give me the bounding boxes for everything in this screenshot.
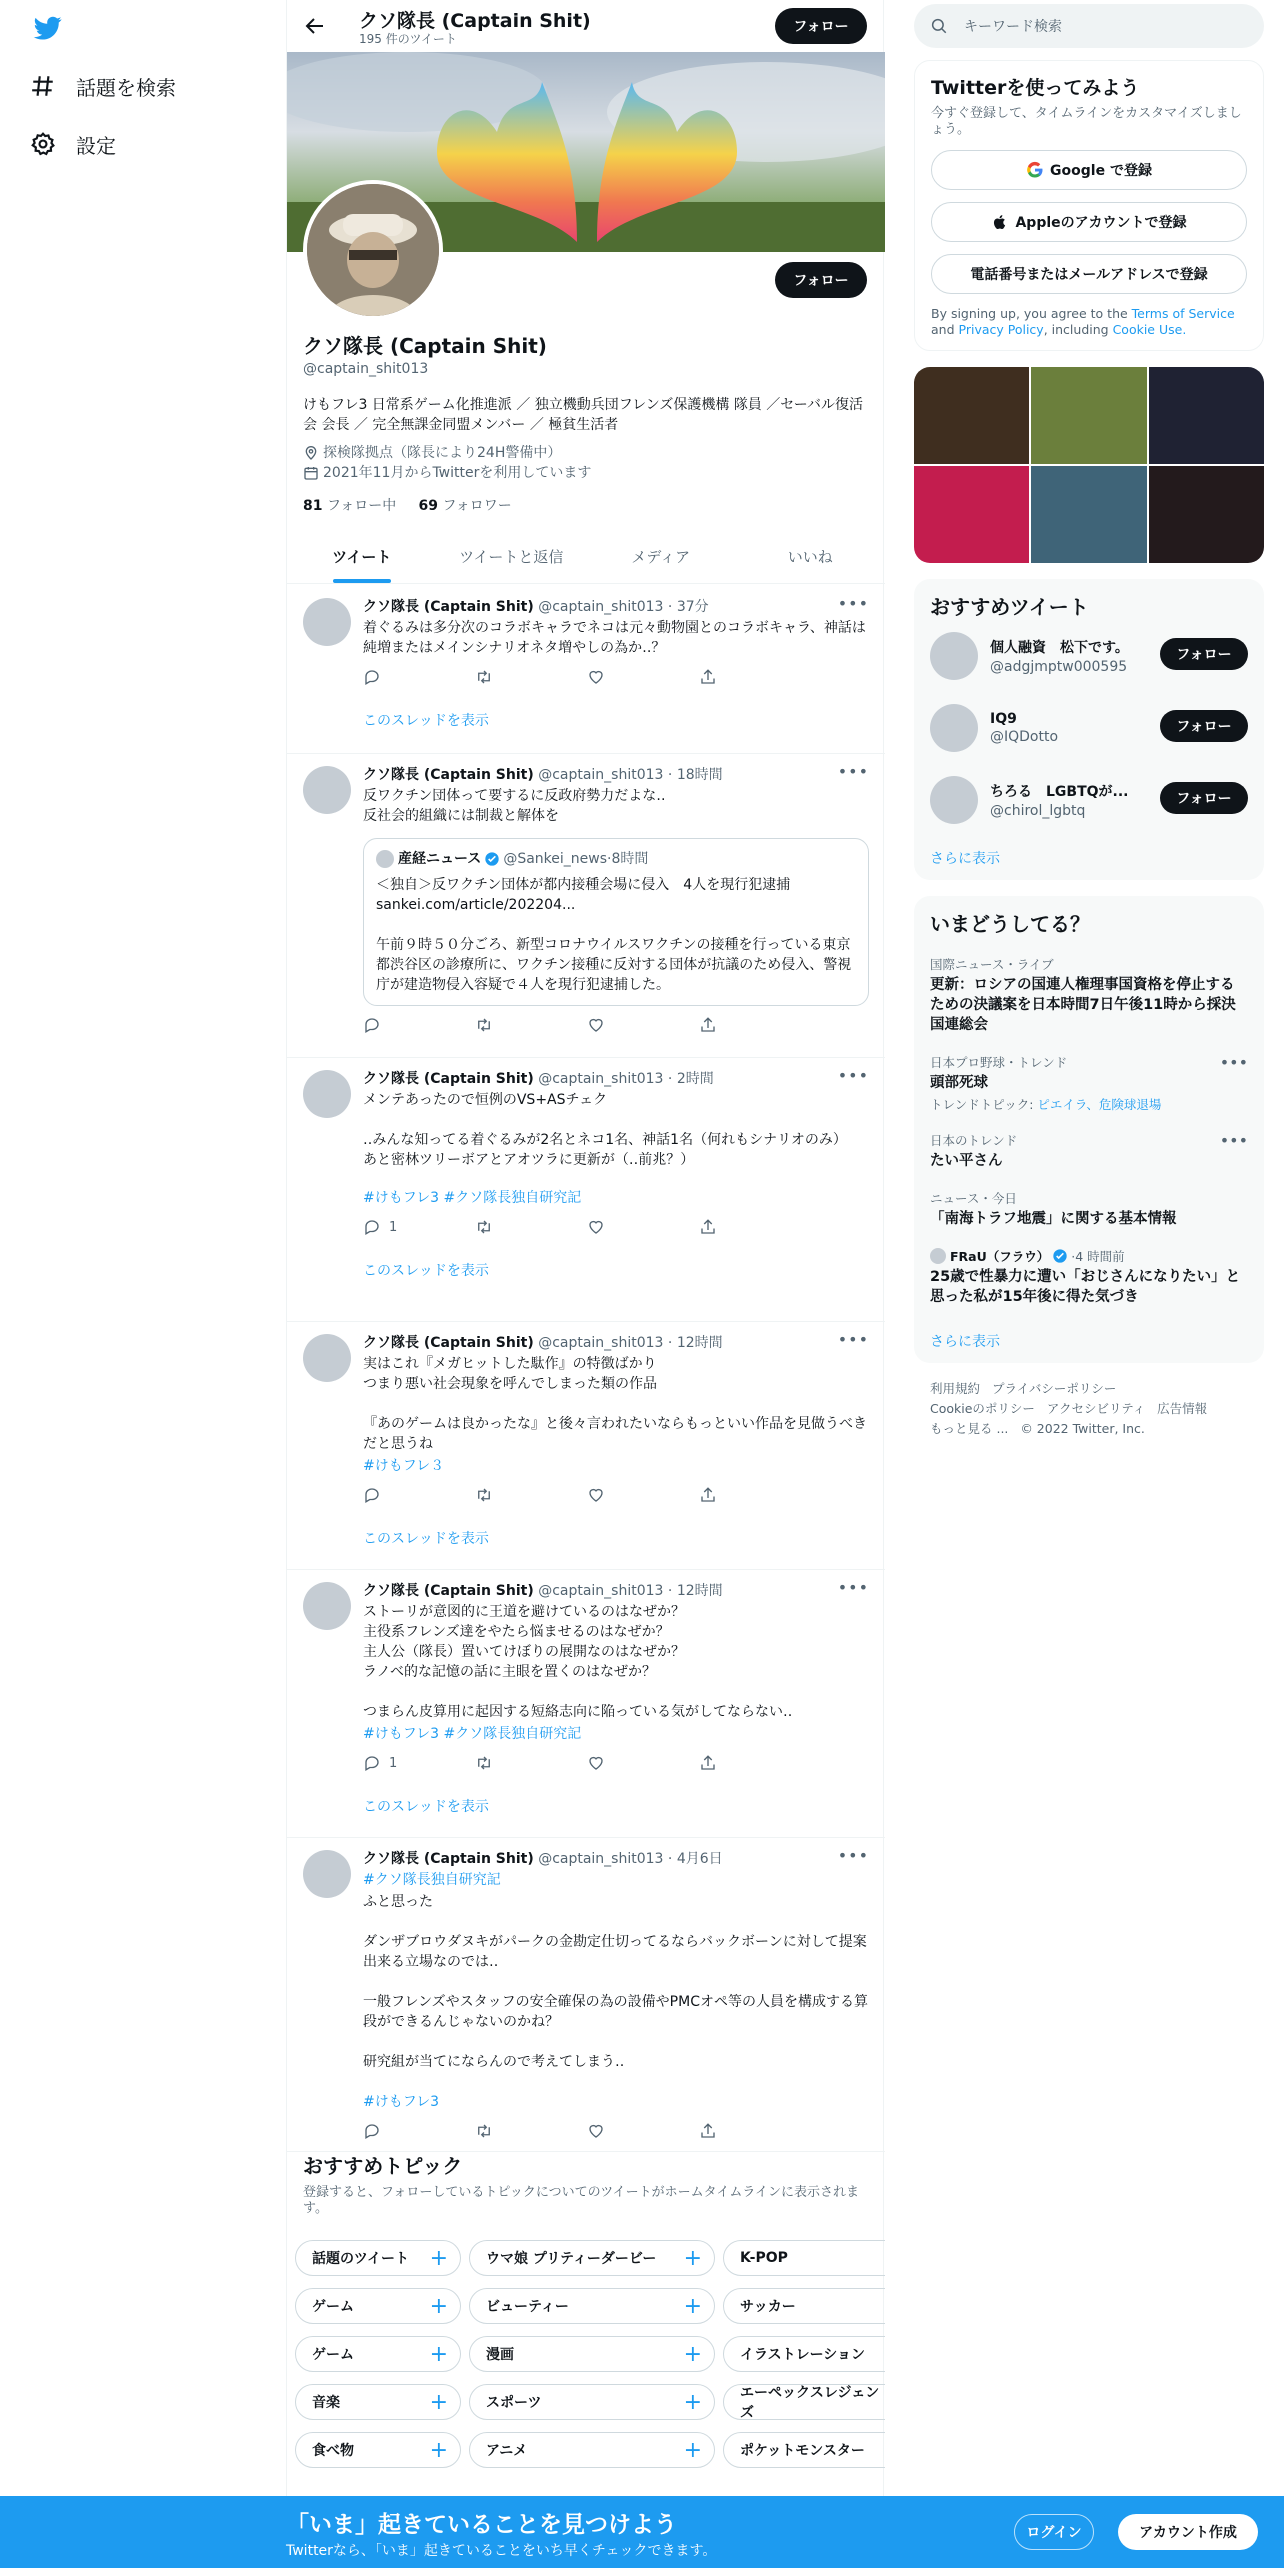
topic-label: K-POP: [740, 2250, 788, 2266]
heart-icon: [587, 1486, 605, 1504]
topic-label: スポーツ: [486, 2395, 542, 2411]
trend-subtopic-label: トレンドトピック:: [930, 1097, 1038, 1112]
topic-label: 漫画: [486, 2347, 514, 2363]
topic-label: サッカー: [740, 2299, 796, 2315]
plus-icon: +: [683, 2245, 702, 2271]
who-item[interactable]: [930, 764, 1248, 836]
topic-chip[interactable]: [295, 2240, 461, 2276]
topic-label: 話題のツイート: [312, 2251, 410, 2267]
tweet-header: クソ隊長 (Captain Shit) @captain_shit013 · 37分: [363, 599, 709, 615]
hashtag-icon: [30, 73, 56, 99]
who-handle: @adgjmptw000595: [990, 659, 1128, 675]
trend-context: 日本プロ野球・トレンド: [930, 1055, 1068, 1070]
trend-source: FRaU（フラウ） · 4 時間前: [930, 1247, 1248, 1265]
who-follow-button[interactable]: フォロー: [1160, 638, 1248, 670]
tweet-hashtags[interactable]: #けもフレ３: [363, 1458, 445, 1474]
heart-icon: [587, 1016, 605, 1034]
tweet-author[interactable]: クソ隊長 (Captain Shit): [363, 1335, 534, 1351]
topic-label: ポケットモンスター: [740, 2443, 865, 2459]
topic-chip[interactable]: [295, 2432, 461, 2468]
footer-ads-link[interactable]: 広告情報: [1157, 1401, 1208, 1416]
topic-label: ゲーム: [312, 2299, 354, 2315]
topic-chip[interactable]: [723, 2336, 885, 2372]
tweet-handle: @captain_shit013: [538, 767, 664, 783]
tab-tweets-replies[interactable]: ツイートと返信: [459, 548, 564, 566]
tweet-time[interactable]: 18時間: [676, 767, 723, 783]
share-button[interactable]: [699, 1754, 789, 1772]
retweet-icon: [475, 2122, 493, 2140]
trends-box: [914, 896, 1264, 1363]
show-thread-link[interactable]: このスレッドを表示: [363, 713, 489, 729]
quote-handle: @Sankei_news: [503, 851, 607, 867]
profile-joined: 2021年11月からTwitterを利用しています: [323, 465, 592, 481]
topic-label: ビューティー: [486, 2299, 569, 2315]
share-icon: [699, 2122, 717, 2140]
location-icon: [303, 445, 319, 461]
tweet-actions: [363, 1486, 789, 1504]
retweet-button[interactable]: [475, 1218, 565, 1236]
topic-chip[interactable]: [469, 2240, 715, 2276]
retweet-button[interactable]: [475, 1486, 565, 1504]
tweet-avatar[interactable]: [303, 1850, 351, 1898]
plus-icon: +: [683, 2341, 702, 2367]
reply-button[interactable]: [363, 668, 453, 686]
retweet-button[interactable]: [475, 2122, 565, 2140]
who-name: IQ9: [990, 711, 1017, 727]
topics-section: [287, 2150, 885, 2217]
tweet-author[interactable]: クソ隊長 (Captain Shit): [363, 1851, 534, 1867]
avatar[interactable]: [930, 632, 978, 680]
tab-likes[interactable]: いいね: [787, 548, 833, 566]
topic-chip[interactable]: [295, 2384, 461, 2420]
footer-privacy-link[interactable]: プライバシーポリシー: [991, 1381, 1117, 1396]
tweet-author[interactable]: クソ隊長 (Captain Shit): [363, 1583, 534, 1599]
footer-copyright: © 2022 Twitter, Inc.: [1020, 1421, 1145, 1436]
topic-chip[interactable]: [469, 2336, 715, 2372]
trend-time: 4 時間前: [1075, 1249, 1125, 1264]
plus-icon: +: [683, 2293, 702, 2319]
tweet-hashtags[interactable]: #けもフレ3: [363, 2094, 440, 2110]
tweet-header: クソ隊長 (Captain Shit) @captain_shit013 · 12時間: [363, 1335, 723, 1351]
topic-label: 食べ物: [312, 2443, 354, 2459]
topic-label: エーペックスレジェンズ: [740, 2385, 880, 2421]
plus-icon: +: [429, 2341, 448, 2367]
quote-time: 8時間: [611, 851, 649, 867]
topic-label: アニメ: [486, 2443, 528, 2459]
trend-item[interactable]: [930, 1131, 1248, 1171]
like-button[interactable]: [587, 2122, 677, 2140]
retweet-icon: [475, 668, 493, 686]
avatar[interactable]: [930, 704, 978, 752]
topics-subtitle: 登録すると、フォローしているトピックについてのツイートがホームタイムラインに表示されます。: [303, 2185, 860, 2216]
back-arrow-icon[interactable]: [303, 14, 327, 38]
share-button[interactable]: [699, 1486, 789, 1504]
trend-subtopic: [930, 1095, 1248, 1113]
share-button[interactable]: [699, 668, 789, 686]
terms-of-service-link[interactable]: Terms of Service: [1131, 306, 1235, 321]
media-thumbnail[interactable]: [1031, 466, 1146, 563]
tweet-text: 反ワクチン団体って要するに反政府勢力だよな‥ 反社会的組織には制裁と解体を: [363, 788, 666, 824]
tweet-header: クソ隊長 (Captain Shit) @captain_shit013 · 12時間: [363, 1583, 723, 1599]
topic-row: [295, 2336, 885, 2380]
tweet-avatar[interactable]: [303, 1582, 351, 1630]
trend-context: 日本のトレンド: [930, 1133, 1018, 1148]
who-handle: @chirol_lgbtq: [990, 803, 1086, 819]
reply-button[interactable]: [363, 1486, 453, 1504]
media-thumbnail[interactable]: [914, 367, 1029, 464]
bottom-signup-bar: [0, 2496, 1284, 2568]
terms-and: and: [931, 322, 955, 337]
heart-icon: [587, 1754, 605, 1772]
heart-icon: [587, 1218, 605, 1236]
cookie-use-link[interactable]: Cookie Use.: [1112, 322, 1187, 337]
trend-context: 国際ニュース・ライブ: [930, 957, 1054, 972]
tweet-hashtags[interactable]: #けもフレ3 #クソ隊長独自研究記: [363, 1190, 582, 1206]
plus-icon: +: [429, 2389, 448, 2415]
search-icon: [930, 17, 948, 35]
like-button[interactable]: [587, 1754, 677, 1772]
login-button[interactable]: ログイン: [1014, 2514, 1094, 2550]
tweet-header: クソ隊長 (Captain Shit) @captain_shit013 · 2時間: [363, 1071, 714, 1087]
tweet-avatar[interactable]: [303, 1334, 351, 1382]
plus-icon: +: [429, 2437, 448, 2463]
tweet[interactable]: [287, 1322, 885, 1570]
reply-icon: [363, 1754, 381, 1772]
profile-name: クソ隊長 (Captain Shit): [303, 334, 547, 358]
quote-header: 産経ニュース @Sankei_news · 8時間: [376, 849, 856, 869]
media-thumbnail[interactable]: [1149, 466, 1264, 563]
topic-chip[interactable]: [723, 2288, 885, 2324]
retweet-button[interactable]: [475, 668, 565, 686]
reply-button[interactable]: [363, 2122, 453, 2140]
footer-links: [914, 1379, 1264, 1439]
footer-more-link[interactable]: もっと見る ...: [930, 1421, 1009, 1436]
more-icon[interactable]: •••: [837, 594, 869, 613]
retweet-button[interactable]: [475, 1016, 565, 1034]
reply-icon: [363, 1486, 381, 1504]
plus-icon: +: [429, 2245, 448, 2271]
topic-chip[interactable]: [469, 2288, 715, 2324]
trend-source-name: FRaU（フラウ）: [950, 1249, 1050, 1264]
tweet-time[interactable]: 4月6日: [676, 1851, 723, 1867]
like-button[interactable]: [587, 668, 677, 686]
followers-link[interactable]: [419, 498, 512, 514]
nav-settings-label: 設定: [76, 133, 116, 158]
trend-item[interactable]: [930, 1189, 1248, 1229]
tweet-avatar[interactable]: [303, 766, 351, 814]
trends-title: いまどうしてる？: [930, 912, 1090, 936]
who-to-follow-title: おすすめツイート: [930, 595, 1089, 619]
signup-title: Twitterを使ってみよう: [931, 77, 1140, 99]
google-icon: [1026, 161, 1044, 179]
footer-accessibility-link[interactable]: アクセシビリティ: [1046, 1401, 1146, 1416]
avatar-image: [307, 184, 439, 316]
tweet-text: ストーリが意図的に王道を避けているのはなぜか？ 主役系フレンズ達をやたら悩ませるのはなぜか？ 主人公（隊長）置いてけぼりの展開なのはなぜか？ ラノベ的な記憶の話に主眼を置くのはなぜか？ つまらん皮算用に起因する短絡志向に陥っている気がしてならない‥: [363, 1604, 793, 1720]
topbar-tweet-count: 195 件のツイート: [359, 32, 457, 46]
topic-row: [295, 2384, 885, 2428]
share-button[interactable]: [699, 2122, 789, 2140]
tweet-text: メンテあったので恒例のVS+ASチェク ‥みんな知ってる着ぐるみが2名とネコ1名、神話1名（何れもシナリオのみ） あと密林ツリーボアとアオツラに更新が（‥前兆？）: [363, 1092, 847, 1168]
reply-button[interactable]: [363, 1218, 453, 1236]
following-label: フォロー中: [326, 498, 397, 514]
topic-chip[interactable]: [469, 2432, 715, 2468]
who-item[interactable]: [930, 620, 1248, 692]
who-handle: @IQDotto: [990, 729, 1059, 745]
more-icon[interactable]: •••: [1219, 1131, 1248, 1150]
tweet-actions: [363, 668, 789, 686]
topic-label: 音楽: [312, 2395, 340, 2411]
profile-tabs: [287, 530, 885, 584]
tweet-text: 実はこれ『メガヒットした駄作』の特徴ばかり つまり悪い社会現象を呼んでしまった類の作品 『あのゲームは良かったな』と後々言われたいならもっといい作品を見做うべきだと思うね: [363, 1356, 867, 1452]
who-item[interactable]: [930, 692, 1248, 764]
google-signup-label: Google で登録: [1050, 163, 1152, 179]
tweet-actions: [363, 2122, 789, 2140]
profile-handle: @captain_shit013: [303, 361, 429, 377]
topbar-follow-button[interactable]: フォロー: [775, 8, 867, 44]
signup-button[interactable]: アカウント作成: [1118, 2514, 1258, 2550]
followers-label: フォロワー: [442, 498, 512, 514]
topic-chip[interactable]: [295, 2288, 461, 2324]
share-button[interactable]: [699, 1016, 789, 1034]
tweet-header: クソ隊長 (Captain Shit) @captain_shit013 · 18時間: [363, 767, 723, 783]
tweet[interactable]: [287, 754, 885, 1058]
tweet-text: 着ぐるみは多分次のコラボキャラでネコは元々動物園とのコラボキャラ、神話は純増またはメインシナリオネタ増やしの為か‥？: [363, 620, 866, 656]
who-follow-button[interactable]: フォロー: [1160, 710, 1248, 742]
signup-terms: [931, 306, 1247, 338]
privacy-policy-link[interactable]: Privacy Policy: [958, 322, 1044, 337]
tweet-author[interactable]: クソ隊長 (Captain Shit): [363, 1071, 534, 1087]
signup-subtitle: 今すぐ登録して、タイムラインをカスタマイズしましょう。: [931, 106, 1242, 137]
trend-item[interactable]: [930, 955, 1248, 1035]
retweet-icon: [475, 1486, 493, 1504]
share-icon: [699, 1754, 717, 1772]
more-icon[interactable]: •••: [837, 1066, 869, 1085]
quote-tweet[interactable]: [363, 838, 869, 1006]
tab-media[interactable]: メディア: [631, 548, 691, 566]
search-placeholder: キーワード検索: [964, 19, 1062, 35]
heart-icon: [587, 668, 605, 686]
media-thumbnail[interactable]: [1031, 367, 1146, 464]
apple-icon: [991, 213, 1009, 231]
tweet-actions: [363, 1016, 789, 1034]
profile-meta: [303, 443, 869, 483]
profile-avatar[interactable]: [303, 180, 443, 320]
gear-icon: [30, 131, 56, 157]
topic-label: ゲーム: [312, 2347, 354, 2363]
who-follow-button[interactable]: フォロー: [1160, 782, 1248, 814]
avatar[interactable]: [930, 776, 978, 824]
topic-chip[interactable]: [295, 2336, 461, 2372]
tweet-time[interactable]: 37分: [676, 599, 709, 615]
tab-tweets[interactable]: ツイート: [287, 530, 437, 583]
tweet-time[interactable]: 12時間: [676, 1583, 723, 1599]
trend-subtopic-links[interactable]: ピエイラ、危険球退場: [1037, 1097, 1162, 1112]
more-icon[interactable]: •••: [1219, 1053, 1248, 1072]
followers-count: 69: [418, 498, 438, 514]
signup-box: [914, 60, 1264, 351]
reply-icon: [363, 668, 381, 686]
trend-title: 「南海トラフ地震」に関する基本情報: [930, 1211, 1177, 1227]
topic-label: ウマ娘 プリティーダービー: [486, 2251, 657, 2267]
reply-icon: [363, 1016, 381, 1034]
tweet-handle: @captain_shit013: [538, 1335, 664, 1351]
footer-cookie-link[interactable]: Cookieのポリシー: [930, 1401, 1035, 1416]
like-button[interactable]: [587, 1016, 677, 1034]
bottom-bar-subtitle: Twitterなら、「いま」起きていることをいち早くチェックできます。: [286, 2543, 717, 2559]
quote-text: ＜独自＞反ワクチン団体が都内接種会場に侵入 4人を現行犯逮捕 sankei.com/article/202204... 午前９時５０分ごろ、新型コロナウイルスワクチンの接種を行っている東京都渋谷区の診療所に、ワクチン接種に反対する団体が抗議のため侵入、警視庁が建造物侵入容疑で４人を現行犯逮捕した。: [376, 877, 852, 993]
like-button[interactable]: [587, 1486, 677, 1504]
tweet-avatar[interactable]: [303, 1070, 351, 1118]
tweet[interactable]: [287, 1058, 885, 1322]
topic-label: イラストレーション: [740, 2347, 866, 2363]
tweet[interactable]: [287, 1838, 885, 2152]
topic-chip[interactable]: [723, 2384, 885, 2420]
verified-badge-icon: [484, 851, 500, 867]
plus-icon: +: [683, 2389, 702, 2415]
trend-title: 25歳で性暴力に遭い「おじさんになりたい」と思った私が15年後に得た気づき: [930, 1269, 1241, 1305]
trends-show-more-link[interactable]: さらに表示: [930, 1334, 1000, 1350]
show-thread-link[interactable]: このスレッドを表示: [363, 1531, 489, 1547]
more-icon[interactable]: •••: [837, 1578, 869, 1597]
tweet-avatar[interactable]: [303, 598, 351, 646]
reply-count: 1: [389, 1219, 398, 1235]
who-name: ちろる LGBTQが...: [990, 784, 1129, 800]
bottom-bar-title: 「いま」起きていることを見つけよう: [286, 2512, 677, 2538]
trend-item[interactable]: [930, 1053, 1248, 1113]
tweet[interactable]: [287, 586, 885, 754]
trend-title: 更新：ロシアの国連人権理事国資格を停止するための決議案を日本時間7日午後11時から採決 国連総会: [930, 977, 1236, 1033]
share-icon: [699, 1016, 717, 1034]
reply-count: 1: [389, 1755, 398, 1771]
nav-settings[interactable]: [30, 124, 116, 164]
retweet-button[interactable]: [475, 1754, 565, 1772]
retweet-icon: [475, 1016, 493, 1034]
left-nav: [0, 0, 286, 2568]
share-icon: [699, 668, 717, 686]
nav-explore[interactable]: [30, 66, 176, 106]
profile-location: 探検隊拠点（隊長により24H警備中）: [323, 445, 562, 461]
profile-follow-button[interactable]: フォロー: [775, 262, 867, 298]
more-icon[interactable]: •••: [837, 1330, 869, 1349]
more-icon[interactable]: •••: [837, 1846, 869, 1865]
tweet-handle: @captain_shit013: [538, 599, 664, 615]
who-name: 個人融資 松下です。: [990, 640, 1129, 656]
trend-item[interactable]: [930, 1247, 1248, 1307]
show-thread-link[interactable]: このスレッドを表示: [363, 1799, 489, 1815]
topic-chip[interactable]: [723, 2240, 885, 2276]
source-avatar: [930, 1248, 946, 1264]
tweet-actions: [363, 1754, 789, 1772]
twitter-logo-icon[interactable]: [32, 14, 64, 42]
topic-row: [295, 2288, 885, 2332]
retweet-icon: [475, 1754, 493, 1772]
like-button[interactable]: [587, 1218, 677, 1236]
tweet-time[interactable]: 2時間: [676, 1071, 714, 1087]
retweet-icon: [475, 1218, 493, 1236]
plus-icon: +: [683, 2437, 702, 2463]
reply-button[interactable]: [363, 1016, 453, 1034]
share-icon: [699, 1486, 717, 1504]
terms-including: , including: [1043, 322, 1109, 337]
tweet-handle: @captain_shit013: [538, 1071, 664, 1087]
following-link[interactable]: [303, 498, 396, 514]
tweet-handle: @captain_shit013: [538, 1851, 664, 1867]
reply-icon: [363, 2122, 381, 2140]
media-thumbnail[interactable]: [1149, 367, 1264, 464]
tweet[interactable]: [287, 1570, 885, 1838]
nav-explore-label: 話題を検索: [76, 75, 176, 100]
quote-avatar: [376, 850, 394, 868]
profile-bio: けもフレ3 日常系ゲーム化推進派 ／ 独立機動兵団フレンズ保護機構 隊員 ／セーバル復活会 会長 ／ 完全無課金同盟メンバー ／ 極貧生活者: [303, 397, 864, 433]
search-input[interactable]: [914, 4, 1264, 48]
reply-button[interactable]: [363, 1754, 453, 1772]
show-thread-link[interactable]: このスレッドを表示: [363, 1263, 489, 1279]
topic-row: [295, 2432, 885, 2476]
tweet-hashtag-top[interactable]: #クソ隊長独自研究記: [363, 1872, 501, 1888]
apple-signup-button[interactable]: [931, 202, 1247, 242]
topics-title: おすすめトピック: [303, 2154, 463, 2178]
who-to-follow: [914, 579, 1264, 880]
more-icon[interactable]: •••: [837, 762, 869, 781]
profile-follow-counts: [303, 495, 869, 515]
media-thumbnail[interactable]: [914, 466, 1029, 563]
terms-text: By signing up, you agree to the: [931, 306, 1128, 321]
tweet-hashtags[interactable]: #けもフレ3 #クソ隊長独自研究記: [363, 1726, 582, 1742]
tweet-author[interactable]: クソ隊長 (Captain Shit): [363, 599, 534, 615]
following-count: 81: [303, 498, 323, 514]
google-signup-button[interactable]: [931, 150, 1247, 190]
footer-terms-link[interactable]: 利用規約: [930, 1381, 981, 1396]
profile-topbar: [287, 0, 883, 52]
share-button[interactable]: [699, 1218, 789, 1236]
profile-media-grid: [914, 367, 1264, 563]
apple-signup-label: Appleのアカウントで登録: [1015, 215, 1187, 231]
tweet-author[interactable]: クソ隊長 (Captain Shit): [363, 767, 534, 783]
tweet-header: クソ隊長 (Captain Shit) @captain_shit013 · 4月6日: [363, 1851, 723, 1867]
who-show-more-link[interactable]: さらに表示: [930, 851, 1000, 867]
tweet-actions: [363, 1218, 789, 1236]
trend-context: ニュース・今日: [930, 1191, 1017, 1206]
main-column: [286, 0, 884, 2568]
topbar-name: クソ隊長 (Captain Shit): [359, 10, 591, 32]
heart-icon: [587, 2122, 605, 2140]
tweet-handle: @captain_shit013: [538, 1583, 664, 1599]
topic-chip[interactable]: [469, 2384, 715, 2420]
plus-icon: +: [429, 2293, 448, 2319]
quote-author: 産経ニュース: [398, 851, 482, 867]
tweet-text: ふと思った ダンザブロウダヌキがパークの金勘定仕切ってるならバックボーンに対して提案出来る立場なのでは‥ 一般フレンズやスタッフの安全確保の為の設備やPMCオペ等の人員を構成する算段ができるんじゃないのかね？ 研究組が当てにならんので考えてしまう‥: [363, 1894, 868, 2070]
calendar-icon: [303, 465, 319, 481]
topic-row: [295, 2240, 885, 2284]
reply-icon: [363, 1218, 381, 1236]
phone-signup-button[interactable]: 電話番号またはメールアドレスで登録: [931, 254, 1247, 294]
topic-chip[interactable]: [723, 2432, 885, 2468]
tweet-time[interactable]: 12時間: [676, 1335, 723, 1351]
trend-title: たい平さん: [930, 1153, 1003, 1169]
verified-badge-icon: [1052, 1248, 1068, 1264]
right-sidebar: [914, 0, 1264, 1439]
profile-info: [303, 330, 869, 515]
trend-title: 頭部死球: [930, 1075, 988, 1091]
share-icon: [699, 1218, 717, 1236]
